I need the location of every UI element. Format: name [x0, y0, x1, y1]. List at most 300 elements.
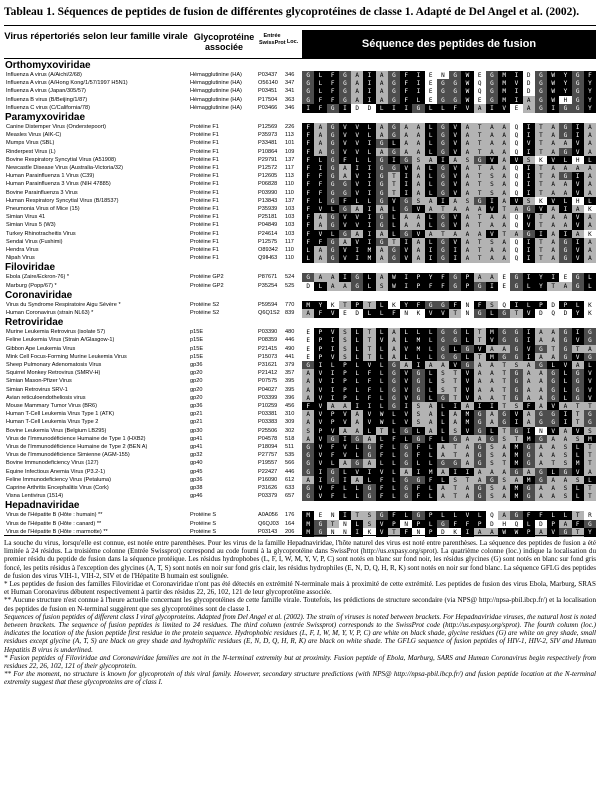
residue: V: [314, 369, 326, 378]
residue: L: [425, 353, 437, 362]
residue: A: [412, 213, 424, 222]
residue: A: [572, 164, 584, 173]
residue: G: [510, 511, 522, 520]
residue: S: [339, 336, 351, 345]
residue: G: [388, 96, 400, 105]
residue: P: [327, 410, 339, 419]
residue: I: [523, 164, 535, 173]
residue: V: [559, 361, 571, 370]
residue: G: [498, 309, 510, 318]
residue: G: [523, 443, 535, 452]
residue: F: [449, 104, 461, 113]
residue: V: [339, 139, 351, 148]
residue: L: [376, 309, 388, 318]
residue: L: [327, 230, 339, 239]
residue: L: [376, 361, 388, 370]
residue: L: [437, 402, 449, 411]
residue: Y: [572, 309, 584, 318]
residue: A: [498, 148, 510, 157]
residue: K: [449, 528, 461, 537]
residue: L: [425, 484, 437, 493]
residue: G: [572, 282, 584, 291]
residue: N: [327, 528, 339, 537]
residue: V: [351, 148, 363, 157]
residue: A: [486, 528, 498, 537]
swissprot-entry: P12575: [258, 238, 278, 245]
residue: G: [474, 443, 486, 452]
residue: A: [486, 345, 498, 354]
residue: G: [363, 443, 375, 452]
residue: A: [547, 205, 559, 214]
residue: A: [523, 104, 535, 113]
residue: A: [461, 451, 473, 460]
residue: G: [351, 435, 363, 444]
residue: V: [314, 394, 326, 403]
residue: L: [376, 328, 388, 337]
location: 103: [285, 214, 295, 221]
location: 110: [285, 181, 294, 188]
residue: G: [535, 96, 547, 105]
residue: G: [412, 435, 424, 444]
residue: F: [302, 238, 314, 247]
residue: A: [498, 238, 510, 247]
residue: S: [486, 443, 498, 452]
residue: A: [339, 164, 351, 173]
residue: I: [510, 301, 522, 310]
residue: G: [510, 468, 522, 477]
residue: M: [510, 484, 522, 493]
residue: S: [302, 427, 314, 436]
location: 480: [285, 329, 295, 336]
residue: F: [425, 435, 437, 444]
location: 341: [285, 88, 295, 95]
residue: T: [449, 451, 461, 460]
residue: V: [314, 492, 326, 501]
residue: L: [363, 131, 375, 140]
residue: L: [363, 309, 375, 318]
residue: L: [400, 353, 412, 362]
residue: K: [535, 197, 547, 206]
swissprot-entry: P35939: [258, 206, 278, 212]
residue: A: [584, 254, 596, 263]
glycoprotein: Hémagglutinine (HA): [190, 88, 242, 95]
residue: A: [412, 246, 424, 255]
residue: I: [523, 189, 535, 198]
residue: G: [584, 328, 596, 337]
residue: V: [510, 156, 522, 165]
residue: A: [363, 435, 375, 444]
residue: V: [351, 139, 363, 148]
swissprot-entry: P08359: [258, 337, 278, 344]
virus-name: Marburg (Popp/67) *: [6, 282, 57, 289]
residue: P: [412, 282, 424, 291]
residue: I: [523, 336, 535, 345]
swissprot-entry: P19557: [258, 460, 278, 467]
residue: Y: [535, 273, 547, 282]
fusion-peptide-sequence: [302, 309, 596, 318]
residue: I: [425, 254, 437, 263]
residue: A: [486, 386, 498, 395]
residue: G: [559, 353, 571, 362]
residue: E: [474, 96, 486, 105]
residue: L: [376, 301, 388, 310]
residue: L: [572, 301, 584, 310]
residue: L: [339, 492, 351, 501]
residue: T: [572, 418, 584, 427]
residue: E: [498, 282, 510, 291]
location: 524: [285, 274, 295, 281]
residue: F: [302, 148, 314, 157]
residue: F: [302, 164, 314, 173]
residue: G: [559, 336, 571, 345]
residue: G: [388, 123, 400, 132]
residue: F: [327, 492, 339, 501]
residue: L: [388, 213, 400, 222]
residue: A: [425, 361, 437, 370]
residue: G: [327, 123, 339, 132]
residue: T: [351, 511, 363, 520]
location: 379: [285, 362, 295, 368]
residue: G: [388, 246, 400, 255]
residue: V: [339, 451, 351, 460]
residue: I: [388, 156, 400, 165]
swissprot-entry: P18094: [258, 444, 278, 450]
virus-name: Bovine Respiratory Syncytial Virus (A51908): [6, 156, 116, 163]
residue: Q: [510, 148, 522, 157]
residue: G: [535, 87, 547, 96]
residue: D: [559, 309, 571, 318]
residue: A: [584, 123, 596, 132]
residue: G: [412, 511, 424, 520]
residue: T: [437, 230, 449, 239]
residue: W: [547, 96, 559, 105]
residue: A: [535, 377, 547, 386]
residue: N: [400, 309, 412, 318]
glycoprotein: gp38: [190, 485, 203, 491]
swissprot-entry: P33481: [258, 140, 278, 147]
residue: F: [327, 87, 339, 96]
residue: G: [523, 205, 535, 214]
residue: G: [327, 164, 339, 173]
residue: L: [425, 131, 437, 140]
residue: P: [327, 418, 339, 427]
residue: A: [437, 492, 449, 501]
residue: F: [314, 309, 326, 318]
residue: T: [498, 230, 510, 239]
residue: L: [584, 361, 596, 370]
residue: G: [400, 205, 412, 214]
residue: A: [437, 361, 449, 370]
table-row: [0, 282, 600, 291]
residue: V: [314, 377, 326, 386]
glycoprotein: Hémagglutinine (HA): [190, 96, 242, 103]
note-en-main: Sequences of fusion peptides of different class I viral glycoproteins. Adapted from Del Angel et al. (2002). The strain of viruses is noted between brackets. For Hepadnaviridae viruses, the natural host is noted between brackets. The sequence of fusion peptides is limited to 24 residues. The third column (entrée Swissprot) corresponds to the SwissProt code (http://us.expasy.org/sprot). The fourth column (loc.) indicates the location of the fusion peptide first residue in the protein sequence. Hydrophobic residues (L, F, I, W, M, Y, V, P, C) are white on black shade, glycine residues (G) are white on grey shade, small residues except glycine (A, T, S) are black on grey shade and hydrophilic residues (E, N, D, Q, H, R, K) are black on white shade. The GFLG sequence of fusion peptides of HIV-1, HIV-2, SIV and Human Hepatitis B virus is underlined.: [4, 612, 596, 654]
residue: T: [474, 131, 486, 140]
residue: I: [363, 238, 375, 247]
residue: G: [437, 189, 449, 198]
residue: G: [302, 492, 314, 501]
location: 110: [285, 189, 294, 196]
residue: M: [302, 528, 314, 537]
family-heading: Hepadnaviridae: [5, 500, 80, 512]
residue: F: [314, 96, 326, 105]
residue: E: [498, 273, 510, 282]
residue: T: [584, 443, 596, 452]
residue: W: [388, 282, 400, 291]
residue: A: [535, 451, 547, 460]
residue: I: [400, 104, 412, 113]
residue: A: [498, 139, 510, 148]
residue: L: [400, 336, 412, 345]
residue: L: [486, 309, 498, 318]
residue: G: [572, 79, 584, 88]
residue: A: [425, 230, 437, 239]
residue: L: [547, 468, 559, 477]
residue: M: [510, 443, 522, 452]
residue: G: [535, 468, 547, 477]
residue: Q: [510, 164, 522, 173]
glycoprotein: p15E: [190, 337, 204, 344]
residue: G: [474, 309, 486, 318]
residue: V: [314, 435, 326, 444]
location: 346: [285, 72, 295, 78]
residue: G: [437, 148, 449, 157]
residue: D: [535, 309, 547, 318]
table-row: [0, 254, 600, 263]
residue: L: [351, 451, 363, 460]
residue: I: [363, 230, 375, 239]
residue: T: [474, 189, 486, 198]
residue: A: [547, 131, 559, 140]
residue: N: [461, 301, 473, 310]
residue: A: [547, 492, 559, 501]
residue: L: [425, 139, 437, 148]
residue: I: [523, 123, 535, 132]
residue: L: [351, 520, 363, 529]
residue: A: [474, 377, 486, 386]
residue: I: [412, 79, 424, 88]
residue: F: [437, 282, 449, 291]
residue: V: [327, 353, 339, 362]
residue: I: [572, 123, 584, 132]
residue: V: [351, 172, 363, 181]
residue: L: [486, 427, 498, 436]
residue: G: [510, 282, 522, 291]
residue: T: [474, 238, 486, 247]
residue: L: [584, 197, 596, 206]
location: 518: [285, 435, 295, 442]
swissprot-entry: P10864: [258, 148, 278, 155]
location: 346: [285, 104, 295, 111]
residue: G: [339, 71, 351, 80]
residue: V: [547, 427, 559, 436]
residue: G: [461, 361, 473, 370]
residue: D: [351, 104, 363, 113]
residue: V: [523, 213, 535, 222]
residue: A: [351, 71, 363, 80]
residue: L: [339, 484, 351, 493]
residue: F: [376, 492, 388, 501]
residue: A: [498, 197, 510, 206]
residue: G: [498, 353, 510, 362]
residue: P: [547, 520, 559, 529]
residue: A: [559, 520, 571, 529]
residue: A: [498, 164, 510, 173]
residue: F: [474, 301, 486, 310]
residue: Q: [486, 511, 498, 520]
residue: A: [339, 238, 351, 247]
virus-name: Nipah Virus: [6, 255, 35, 262]
residue: M: [510, 492, 522, 501]
residue: A: [498, 221, 510, 230]
residue: T: [474, 123, 486, 132]
residue: V: [449, 361, 461, 370]
residue: L: [412, 96, 424, 105]
residue: G: [437, 131, 449, 140]
residue: I: [547, 104, 559, 113]
swissprot-entry: Q9IH63: [258, 255, 278, 262]
residue: S: [363, 511, 375, 520]
residue: G: [302, 71, 314, 80]
glycoprotein: Protéine F1: [190, 230, 219, 237]
residue: L: [559, 394, 571, 403]
residue: V: [584, 394, 596, 403]
residue: T: [584, 451, 596, 460]
residue: L: [425, 328, 437, 337]
residue: L: [559, 369, 571, 378]
residue: V: [584, 369, 596, 378]
residue: A: [461, 148, 473, 157]
residue: G: [437, 238, 449, 247]
residue: G: [339, 79, 351, 88]
residue: A: [351, 476, 363, 485]
residue: A: [461, 246, 473, 255]
residue: L: [351, 336, 363, 345]
residue: A: [412, 139, 424, 148]
residue: G: [437, 353, 449, 362]
residue: W: [388, 273, 400, 282]
residue: F: [363, 369, 375, 378]
location: 117: [285, 238, 294, 245]
glycoprotein: Protéine S: [190, 528, 217, 535]
residue: A: [302, 410, 314, 419]
residue: M: [498, 96, 510, 105]
residue: G: [559, 104, 571, 113]
residue: L: [388, 221, 400, 230]
residue: V: [474, 345, 486, 354]
residue: I: [363, 221, 375, 230]
residue: G: [559, 238, 571, 247]
residue: F: [302, 139, 314, 148]
table-row: [0, 309, 600, 318]
residue: L: [437, 410, 449, 419]
residue: G: [376, 213, 388, 222]
family-heading: Retroviridae: [5, 317, 64, 329]
residue: L: [425, 123, 437, 132]
residue: F: [425, 476, 437, 485]
residue: T: [376, 427, 388, 436]
residue: S: [510, 361, 522, 370]
residue: T: [474, 164, 486, 173]
residue: W: [461, 79, 473, 88]
residue: T: [474, 328, 486, 337]
residue: I: [449, 402, 461, 411]
residue: S: [486, 484, 498, 493]
residue: P: [314, 345, 326, 354]
virus-name: Avian reticuloendotheliosis virus: [6, 394, 86, 401]
residue: L: [412, 427, 424, 436]
residue: T: [388, 528, 400, 537]
residue: A: [547, 123, 559, 132]
residue: L: [388, 451, 400, 460]
residue: G: [535, 345, 547, 354]
residue: A: [510, 230, 522, 239]
residue: G: [523, 230, 535, 239]
glycoprotein: Protéine S: [190, 512, 217, 519]
glycoprotein: Protéine F1: [190, 255, 219, 262]
residue: A: [474, 528, 486, 537]
residue: Q: [510, 213, 522, 222]
residue: F: [584, 71, 596, 80]
residue: T: [498, 205, 510, 214]
residue: G: [412, 476, 424, 485]
residue: D: [437, 528, 449, 537]
residue: L: [314, 282, 326, 291]
residue: A: [351, 205, 363, 214]
residue: G: [559, 328, 571, 337]
glycoprotein: Protéine F1: [190, 206, 219, 212]
residue: L: [388, 205, 400, 214]
residue: I: [559, 230, 571, 239]
residue: M: [461, 418, 473, 427]
residue: G: [474, 459, 486, 468]
residue: T: [535, 148, 547, 157]
virus-name: Measles Virus (AIK-C): [6, 132, 62, 139]
residue: I: [461, 528, 473, 537]
residue: A: [474, 369, 486, 378]
location: 137: [285, 197, 295, 204]
residue: A: [523, 468, 535, 477]
residue: T: [388, 172, 400, 181]
residue: G: [572, 377, 584, 386]
residue: G: [449, 96, 461, 105]
residue: A: [400, 361, 412, 370]
residue: L: [425, 148, 437, 157]
residue: G: [327, 172, 339, 181]
residue: G: [535, 418, 547, 427]
residue: A: [400, 131, 412, 140]
residue: L: [351, 353, 363, 362]
residue: A: [547, 336, 559, 345]
residue: A: [523, 377, 535, 386]
location: 101: [285, 140, 295, 147]
residue: A: [302, 476, 314, 485]
residue: T: [572, 402, 584, 411]
residue: G: [339, 180, 351, 189]
residue: T: [498, 361, 510, 370]
residue: V: [510, 79, 522, 88]
residue: V: [400, 394, 412, 403]
residue: A: [486, 131, 498, 140]
residue: T: [572, 410, 584, 419]
residue: L: [461, 353, 473, 362]
residue: I: [523, 353, 535, 362]
residue: E: [425, 96, 437, 105]
residue: L: [363, 282, 375, 291]
family-heading: Paramyxoviridae: [5, 112, 86, 123]
residue: K: [584, 301, 596, 310]
residue: Q: [510, 221, 522, 230]
